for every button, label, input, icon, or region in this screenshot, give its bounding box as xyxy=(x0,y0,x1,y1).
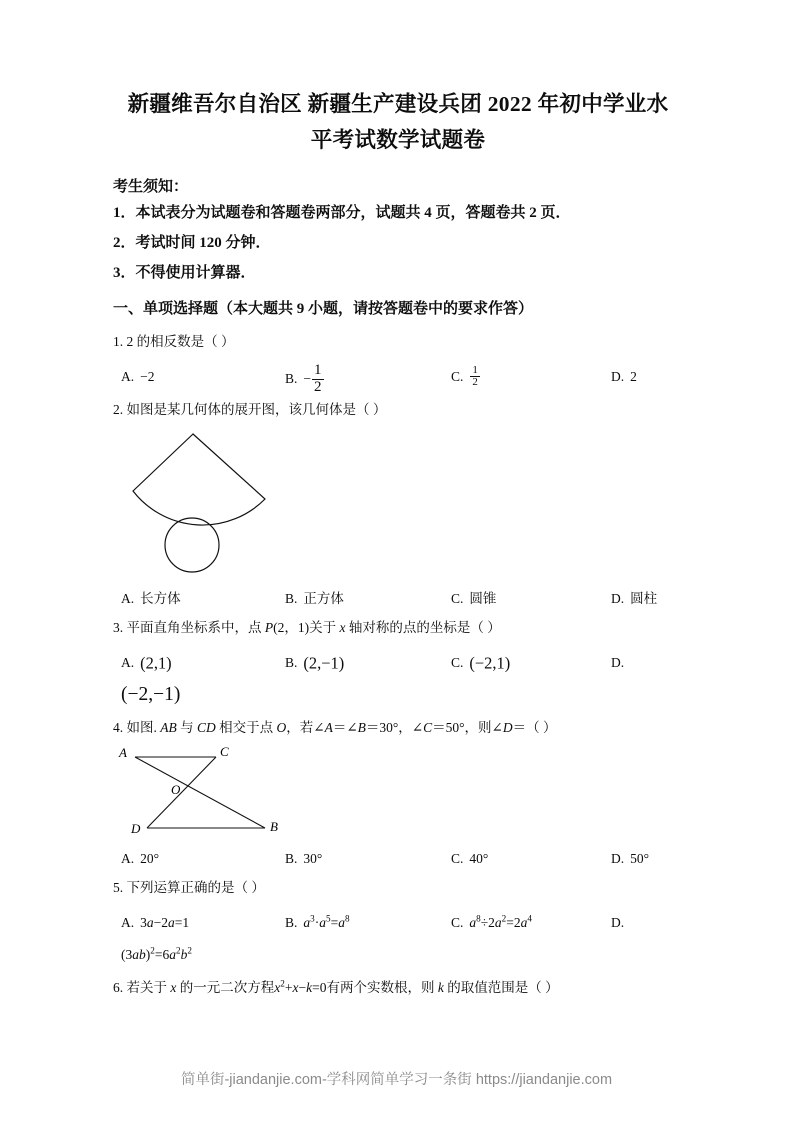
question-5-option-b: B. $a^3\cdot a^5=a^8$ xyxy=(285,913,350,930)
question-3-option-a: A. (2,1) xyxy=(121,653,172,673)
question-2-option-a-value: 长方体 xyxy=(140,591,181,606)
question-5-options xyxy=(113,910,683,936)
cone-net-drawing xyxy=(113,429,343,577)
question-6-equation: $x^2+x-k=0$ xyxy=(274,978,327,995)
question-4-options xyxy=(113,846,683,872)
question-4-stem: 4. 如图. AB 与 CD 相交于点 O，若∠A＝∠B＝30°，∠C＝50°，则∠D＝（ ） xyxy=(113,720,557,735)
question-5-option-a: A. 3a−2a=1 xyxy=(121,915,190,930)
footer-watermark: 简单街-jiandanjie.com-学科网简单学习一条街 https://jiandanjie.com xyxy=(180,1072,613,1088)
segment-ab xyxy=(135,757,265,828)
question-5-option-b-value: $a^3\cdot a^5=a^8$ xyxy=(303,913,350,930)
question-1-options xyxy=(113,362,683,395)
question-4-option-c-value: 40° xyxy=(469,851,489,866)
vertex-label-d: D xyxy=(131,821,141,836)
question-5-option-a-value: 3a−2a=1 xyxy=(140,915,190,930)
question-3-option-d-value: (−2,−1) xyxy=(121,684,181,705)
question-2-figure-cone-net xyxy=(113,429,683,577)
question-3-option-a-value: (2,1) xyxy=(140,653,172,673)
question-3-options xyxy=(113,650,683,676)
page-title xyxy=(113,86,683,158)
question-1-option-a-value: −2 xyxy=(140,369,155,384)
question-3-option-c: C. (−2,1) xyxy=(451,653,511,673)
notice-heading: 考生须知： xyxy=(113,179,189,195)
title-line-2: 平考试数学试题卷 xyxy=(310,128,486,152)
question-2-option-b-value: 正方体 xyxy=(303,591,344,606)
question-4-option-b: B. 30° xyxy=(285,851,323,866)
question-4-option-d-value: 50° xyxy=(630,851,650,866)
question-4-figure-crossing-lines xyxy=(113,745,683,837)
question-1-option-c: C. $\frac{1}{2}$ xyxy=(451,364,481,390)
question-4-option-b-value: 30° xyxy=(303,851,323,866)
question-3-option-b: B. (2,−1) xyxy=(285,653,345,673)
crossing-lines-drawing xyxy=(113,745,313,837)
question-3-stem: 3. 平面直角坐标系中，点 P(2，1)关于 x 轴对称的点的坐标是（ ） xyxy=(113,620,501,635)
question-2-option-c: C. 圆锥 xyxy=(451,591,497,606)
question-4-option-a-value: 20° xyxy=(140,851,160,866)
vertex-label-b: B xyxy=(270,819,278,834)
question-2-option-d-value: 圆柱 xyxy=(630,591,658,606)
question-5-option-d: D. xyxy=(611,915,625,930)
question-5-stem: 5. 下列运算正确的是（ ） xyxy=(113,880,265,895)
notice-item-1: 1．本试表分为试题卷和答题卷两部分，试题共 4 页，答题卷共 2 页． xyxy=(113,205,571,221)
question-2-option-c-value: 圆锥 xyxy=(469,591,497,606)
question-4-option-c: C. 40° xyxy=(451,851,489,866)
question-5-option-c: C. $a^8\div 2a^2=2a^4$ xyxy=(451,913,532,930)
question-1-option-c-value: $\frac{1}{2}$ xyxy=(472,363,478,389)
title-line-1: 新疆维吾尔自治区 新疆生产建设兵团 2022 年初中学业水 xyxy=(127,92,669,116)
question-6-stem: 6. 若关于 x 的一元二次方程$x^2+x-k=0$有两个实数根，则 k 的取值范围是（ ） xyxy=(113,978,559,995)
notice-item-3: 3．不得使用计算器． xyxy=(113,265,256,281)
question-3-option-d: D. xyxy=(611,655,625,670)
question-1-stem: 1. 2 的相反数是（ ） xyxy=(113,334,235,349)
question-1-option-d-value: 2 xyxy=(630,369,637,384)
question-3-option-b-value: (2,−1) xyxy=(303,653,345,673)
question-4-option-d: D. 50° xyxy=(611,851,650,866)
question-1-option-a: A. −2 xyxy=(121,369,155,384)
question-2-option-a: A. 长方体 xyxy=(121,591,181,606)
question-5-option-d-value: $(3ab)^2=6a^2b^2$ xyxy=(121,945,192,962)
question-2-stem: 2. 如图是某几何体的展开图，该几何体是（ ） xyxy=(113,402,387,417)
question-3-option-c-value: (−2,1) xyxy=(469,653,511,673)
question-1-option-d: D. 2 xyxy=(611,369,637,384)
question-5-option-c-value: $a^8\div 2a^2=2a^4$ xyxy=(469,913,532,930)
vertex-label-o: O xyxy=(171,782,181,797)
segment-cd xyxy=(147,757,216,828)
base-circle-shape xyxy=(165,518,219,572)
vertex-label-a: A xyxy=(119,745,127,760)
question-1-option-b-value: − $\frac{1}{2}$ xyxy=(303,362,322,395)
question-2-options xyxy=(113,586,683,612)
question-1-option-b: B. − $\frac{1}{2}$ xyxy=(285,364,325,397)
section-heading-choice: 一、单项选择题（本大题共 9 小题，请按答题卷中的要求作答） xyxy=(113,301,534,317)
question-2-option-d: D. 圆柱 xyxy=(611,591,658,606)
question-4-option-a: A. 20° xyxy=(121,851,160,866)
question-2-option-b: B. 正方体 xyxy=(285,591,344,606)
page-content xyxy=(113,86,683,1001)
vertex-label-c: C xyxy=(220,745,229,759)
notice-item-2: 2．考试时间 120 分钟． xyxy=(113,235,271,251)
sector-shape xyxy=(133,434,265,525)
